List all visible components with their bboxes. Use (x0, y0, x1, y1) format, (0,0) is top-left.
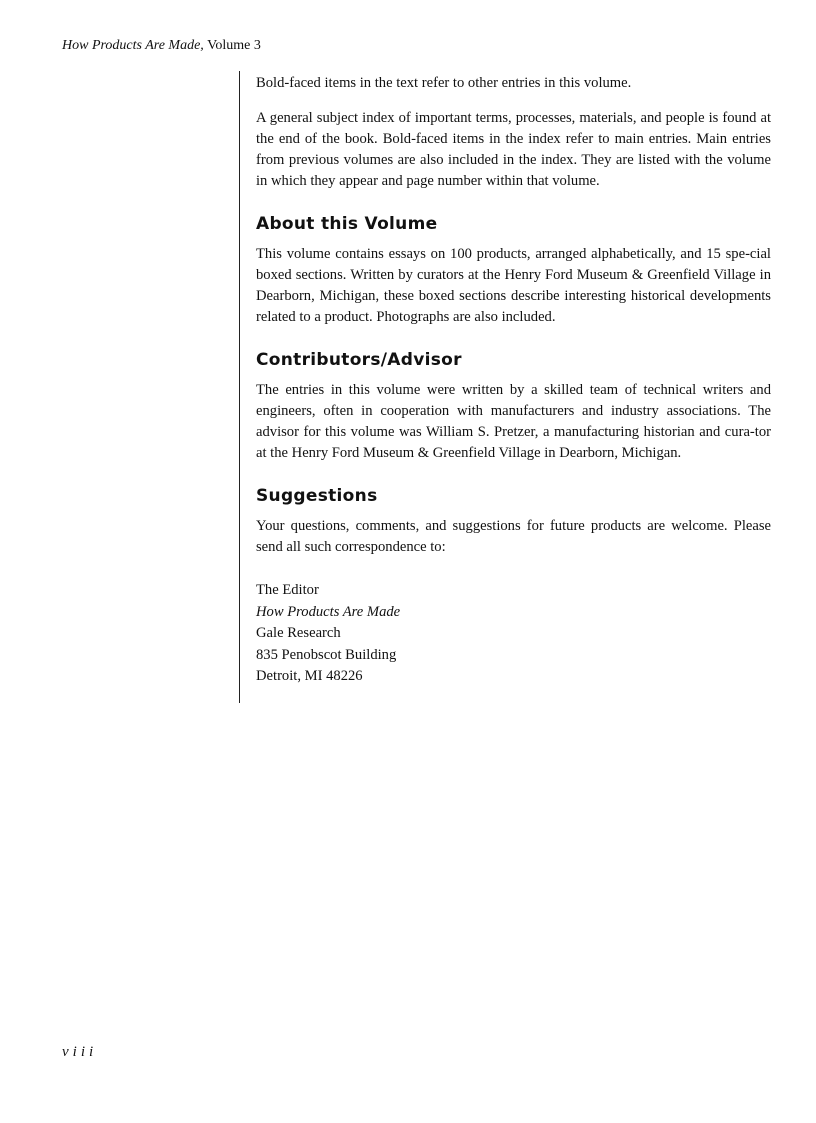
contributors-heading: Contributors/Advisor (256, 350, 462, 370)
suggestions-paragraph: Your questions, comments, and suggestions for future products are welcome. Please send all such correspondence to: (256, 518, 771, 555)
page-number: viii (62, 1044, 98, 1060)
margin-rule (239, 71, 240, 703)
intro-paragraph-1: Bold-faced items in the text refer to other entries in this volume. (256, 75, 632, 91)
address-line-publisher: Gale Research (256, 625, 341, 641)
contributors-paragraph: The entries in this volume were written by a skilled team of technical writers and engineers, often in cooperation with manufacturers and industry associations. The advisor for this volume was William S. Pretzer, a manufacturing historian and cura-tor at the Henry Ford Museum & Greenfield Village in Dearborn, Michigan. (256, 382, 771, 461)
about-paragraph: This volume contains essays on 100 products, arranged alphabetically, and 15 spe-cial boxed sections. Written by curators at the Henry Ford Museum & Greenfield Village in Dearborn, Michigan, these boxed sections describe interesting historical developments related to a product. Photographs are also included. (256, 246, 771, 325)
address-line-editor: The Editor (256, 582, 319, 598)
running-head (62, 37, 261, 55)
running-head-volume: Volume 3 (207, 38, 261, 53)
editor-address (256, 580, 771, 688)
about-heading: About this Volume (256, 214, 438, 234)
address-line-city: Detroit, MI 48226 (256, 668, 363, 684)
address-line-publication: How Products Are Made (256, 603, 401, 620)
suggestions-heading: Suggestions (256, 486, 378, 506)
address-line-street: 835 Penobscot Building (256, 646, 397, 663)
intro-paragraph-2: A general subject index of important terms, processes, materials, and people is found at the end of the book. Bold-faced items in the index refer to main entries. Main entries from previous volumes are also included in the index. They are listed with the volume in which they appear and page number within that volume. (256, 110, 771, 189)
page-content (256, 73, 771, 688)
running-head-book-title: How Products Are Made, (62, 38, 204, 53)
